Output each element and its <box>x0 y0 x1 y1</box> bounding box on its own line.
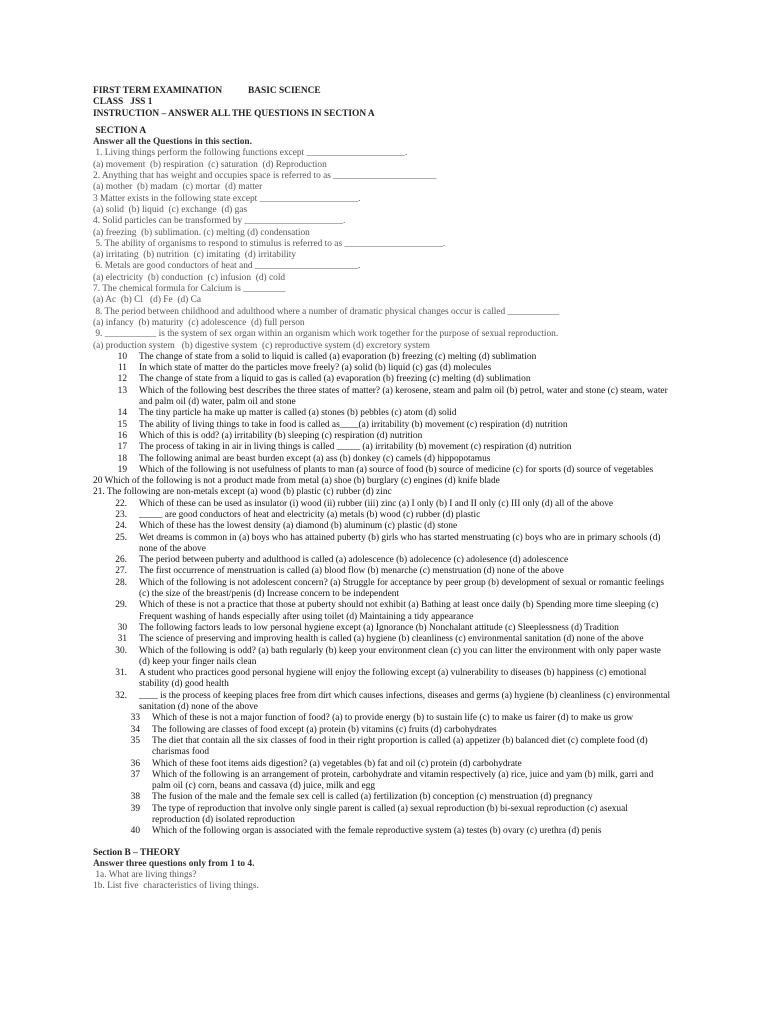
question-text: The following are classes of food except (a) protein (b) vitamins (c) fruits (d) carbohydrates <box>152 724 497 735</box>
question-item <box>93 646 673 669</box>
question-number: 13 <box>117 385 127 396</box>
question-line: 7. The chemical formula for Calcium is _________ <box>93 284 286 295</box>
question-number: 22. <box>115 498 127 509</box>
question-text: ____ is the process of keeping places free from dirt which causes infections, diseases and germs (a) hygiene (b) cleanliness (c) environmental sanitation (d) none of the above <box>139 690 671 713</box>
question-number: 31 <box>117 634 127 645</box>
question-text: Which of the following is odd? (a) bath regularly (b) keep your environment clean (c) you can litter the environment with only paper waste (d) keep your finger nails clean <box>139 645 661 667</box>
question-item <box>93 578 673 601</box>
question-number: 24. <box>115 521 127 532</box>
question-item <box>93 533 673 556</box>
question-number: 18 <box>117 453 127 464</box>
question-item <box>93 442 673 453</box>
question-number: 29. <box>115 600 127 611</box>
question-item <box>93 634 673 645</box>
question-item <box>93 510 673 521</box>
question-item <box>93 499 673 510</box>
question-number: 36 <box>130 758 140 769</box>
question-text: The type of reproduction that involve only single parent is called (a) sexual reproduction (b) bi-sexual reproduction (c) asexual reproduction (d) isolated reproduction <box>152 803 628 825</box>
question-number: 32. <box>115 690 127 701</box>
question-line: 21. The following are non-metals except (a) wood (b) plastic (c) rubber (d) zinc <box>93 487 392 498</box>
question-number: 11 <box>117 363 127 374</box>
question-item <box>93 363 673 374</box>
question-line: (a) irritating (b) nutrition (c) imitating (d) irritability <box>93 250 297 261</box>
question-number: 27. <box>115 566 127 577</box>
question-text: The process of taking in air in living things is called _____ (a) irritability (b) movement (c) respiration (d) nutrition <box>139 442 572 453</box>
exam-title: FIRST TERM EXAMINATION BASIC SCIENCE <box>93 86 321 96</box>
section-a-instruction: Answer all the Questions in this section. <box>93 137 252 148</box>
question-number: 35 <box>130 735 140 746</box>
question-line: 6. Metals are good conductors of heat and ______________________. <box>93 261 361 272</box>
question-number: 25. <box>115 532 127 543</box>
question-text: Which of the following is not adolescent concern? (a) Struggle for acceptance by peer group (b) development of sexual or romantic feelings (c) the size of the breast/penis (d) Increase concern to be independent <box>139 577 665 600</box>
question-number: 28. <box>115 577 127 588</box>
section-a-questions-22-32 <box>93 499 673 714</box>
question-text: The ability of living things to take in food is called as____(a) irritability (b) movement (c) respiration (d) nutrition <box>139 419 568 430</box>
question-line: 1. Living things perform the following functions except _____________________. <box>93 148 408 159</box>
question-item <box>93 420 673 431</box>
question-line: 3 Matter exists in the following state except _____________________. <box>93 193 361 204</box>
question-number: 38 <box>130 792 140 803</box>
question-text: Which of the following organ is associated with the female reproductive system (a) testes (b) ovary (c) urethra (d) penis <box>152 826 602 837</box>
section-b-questions <box>93 870 673 893</box>
section-a-questions-33-40 <box>93 713 673 837</box>
question-item <box>93 566 673 577</box>
question-number: 30. <box>115 645 127 656</box>
question-line: 1b. List five characteristics of living things. <box>93 881 259 892</box>
question-line: (a) mother (b) madam (c) mortar (d) matter <box>93 182 263 193</box>
section-b-title: Section B – THEORY <box>93 847 181 858</box>
question-number: 12 <box>117 374 127 385</box>
question-item <box>93 713 673 724</box>
question-number: 31. <box>115 668 127 679</box>
question-item <box>93 600 673 623</box>
question-text: Which of these is not a practice that those at puberty should not exhibit (a) Bathing at least once daily (b) Spending more time sleeping (c) Frequent washing of hands especially after using toilet (d) Maintaining a tidy appearance <box>139 600 659 622</box>
question-item <box>93 623 673 634</box>
question-number: 26. <box>115 555 127 566</box>
question-text: The diet that contain all the six classes of food in their right proportion is called (a) appetizer (b) balanced diet (c) complete food (d) charismas food <box>152 735 648 758</box>
question-item <box>93 770 673 793</box>
question-number: 33 <box>130 713 140 724</box>
question-line: 2. Anything that has weight and occupies space is referred to as ______________________ <box>93 171 437 182</box>
question-text: Which of these is not a major function of food? (a) to provide energy (b) to sustain life (c) to make us fairer (d) to make us grow <box>152 713 634 724</box>
question-text: The fusion of the male and the female sex cell is called (a) fertilization (b) conception (c) menstruation (d) pregnancy <box>152 792 593 803</box>
question-text: The following animal are beast burden except (a) ass (b) donkey (c) camels (d) hippopotamus <box>139 453 491 464</box>
question-text: A student who practices good personal hygiene will enjoy the following except (a) vulnerability to diseases (b) happiness (c) emotional stability (d) good health <box>139 668 647 690</box>
question-item <box>93 454 673 465</box>
question-item <box>93 555 673 566</box>
question-text: Which of this is odd? (a) irritability (b) sleeping (c) respiration (d) nutrition <box>139 430 423 441</box>
question-number: 39 <box>130 803 140 814</box>
section-a-questions-10-19 <box>93 352 673 476</box>
question-text: The following factors leads to low personal hygiene except (a) Ignorance (b) Nonchalant attitude (c) Sleeplessness (d) Tradition <box>139 622 619 633</box>
question-number: 15 <box>117 419 127 430</box>
question-number: 23. <box>115 509 127 520</box>
question-item <box>93 759 673 770</box>
question-text: In which state of matter do the particles move freely? (a) solid (b) liquid (c) gas (d) molecules <box>139 363 492 374</box>
question-line: 8. The period between childhood and adulthood where a number of dramatic physical changes occur is called ___________ <box>93 306 560 317</box>
question-text: Which of the following is an arrangement of protein, carbohydrate and vitamin respectively (a) rice, juice and yam (b) milk, garri and palm oil (c) corn, beans and cassava (d) juice, milk and egg <box>152 769 654 792</box>
question-text: The first occurrence of menstruation is called (a) blood flow (b) menarche (c) menstruation (d) none of the above <box>139 566 564 577</box>
section-b-instruction: Answer three questions only from 1 to 4. <box>93 858 255 869</box>
question-item <box>93 374 673 385</box>
question-item <box>93 691 673 714</box>
question-line: 4. Solid particles can be transformed by _____________________. <box>93 216 346 227</box>
question-line: (a) infancy (b) maturity (c) adolescence (d) full person <box>93 317 305 328</box>
class-line: CLASS JSS 1 <box>93 97 153 108</box>
question-item <box>93 521 673 532</box>
question-text: _____ are good conductors of heat and electricity (a) metals (b) wood (c) rubber (d) plastic <box>139 509 481 520</box>
exam-page <box>93 86 673 893</box>
section-a-title: SECTION A <box>93 125 147 136</box>
question-item <box>93 792 673 803</box>
question-line: (a) movement (b) respiration (c) saturation (d) Reproduction <box>93 159 327 170</box>
question-text: The period between puberty and adulthood is called (a) adolescence (b) adolecence (c) adolesence (d) adolescence <box>139 555 569 566</box>
question-number: 17 <box>117 442 127 453</box>
question-number: 30 <box>117 622 127 633</box>
question-text: Which of these foot items aids digestion? (a) vegetables (b) fat and oil (c) protein (d) carbohydrate <box>152 758 522 769</box>
question-text: The tiny particle ha make up matter is called (a) stones (b) pebbles (c) atom (d) solid <box>139 408 457 419</box>
question-line: (a) production system (b) digestive system (c) reproductive system (d) excretory system <box>93 340 430 351</box>
question-line: 9. ___________ is the system of sex organ within an organism which work together for the purpose of sexual reproduction. <box>93 329 559 340</box>
question-text: Which of these can be used as insulator (i) wood (ii) rubber (iii) zinc (a) I only (b) I and II only (c) III only (d) all of the above <box>139 498 614 509</box>
question-text: Which of the following best describes the three states of matter? (a) kerosene, steam and palm oil (b) petrol, water and stone (c) steam, water and palm oil (d) water, palm oil and stone <box>139 385 668 408</box>
question-text: The change of state from a solid to liquid is called (a) evaporation (b) freezing (c) melting (d) sublimation <box>139 351 537 362</box>
question-item <box>93 386 673 409</box>
question-number: 40 <box>130 826 140 837</box>
question-item <box>93 352 673 363</box>
question-number: 19 <box>117 464 127 475</box>
question-line: (a) solid (b) liquid (c) exchange (d) gas <box>93 204 248 215</box>
question-line: 1a. What are living things? <box>93 870 197 881</box>
question-item <box>93 408 673 419</box>
question-line: 20 Which of the following is not a product made from metal (a) shoe (b) burglary (c) engines (d) knife blade <box>93 476 500 487</box>
question-line: (a) electricity (b) conduction (c) infusion (d) cold <box>93 272 286 283</box>
question-number: 37 <box>130 769 140 780</box>
section-a-grey-questions <box>93 148 673 351</box>
question-number: 34 <box>130 724 140 735</box>
instruction-line: INSTRUCTION – ANSWER ALL THE QUESTIONS IN SECTION A <box>93 108 375 119</box>
question-item <box>93 736 673 759</box>
question-item <box>93 804 673 827</box>
question-text: Which of these has the lowest density (a) diamond (b) aluminum (c) plastic (d) stone <box>139 521 458 532</box>
question-number: 14 <box>117 408 127 419</box>
question-text: Which of the following is not usefulness of plants to man (a) source of food (b) source of medicine (c) for sports (d) source of vegetables <box>139 464 654 475</box>
question-line: (a) freezing (b) sublimation. (c) melting (d) condensation <box>93 227 310 238</box>
question-item <box>93 725 673 736</box>
question-item <box>93 668 673 691</box>
section-a-questions-20-21 <box>93 476 673 499</box>
question-number: 16 <box>117 430 127 441</box>
question-line: 5. The ability of organisms to respond to stimulus is referred to as _____________________. <box>93 238 446 249</box>
question-number: 10 <box>117 351 127 362</box>
question-item <box>93 431 673 442</box>
question-line: (a) Ac (b) Cl (d) Fe (d) Ca <box>93 295 202 306</box>
question-item <box>93 826 673 837</box>
question-text: Wet dreams is common in (a) boys who has attained puberty (b) girls who has started menstruating (c) boys who are in primary schools (d) none of the above <box>139 532 661 554</box>
question-text: The change of state from a liquid to gas is called (a) evaporation (b) freezing (c) melting (d) sublimation <box>139 374 531 385</box>
question-item <box>93 465 673 476</box>
question-text: The science of preserving and improving health is called (a) hygiene (b) cleanliness (c) environmental sanitation (d) none of the above <box>139 634 644 645</box>
